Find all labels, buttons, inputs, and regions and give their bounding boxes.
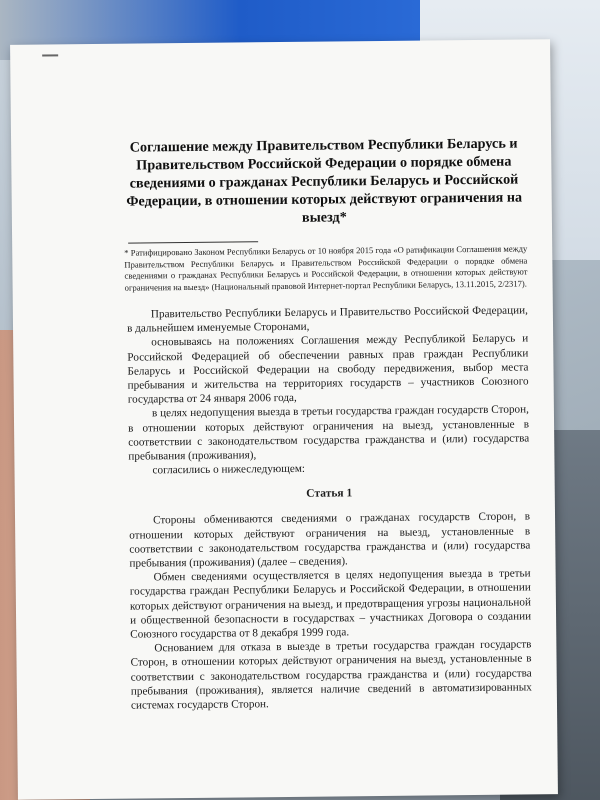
preamble-paragraph: Правительство Республики Беларусь и Правительство Российской Федерации, в дальнейшем именуемые Сторонами, bbox=[126, 304, 528, 335]
footnote-divider bbox=[128, 241, 258, 243]
article-heading: Статья 1 bbox=[306, 487, 353, 501]
article-paragraph: Основанием для отказа в выезде в третьи государства граждан государств Сторон, в отношении которых действуют ограничения на выезд, установленные в соответствии с законодательством государства гражданства и (или) государства пребывания (проживания), является наличие сведений в автоматизированных системах государств Сторон. bbox=[130, 638, 532, 712]
document-body bbox=[127, 303, 532, 712]
preamble-paragraph: основываясь на положениях Соглашения между Республикой Беларусь и Российской Федерацией об обеспечении равных прав граждан Республики Беларусь и Российской Федерации на свободу передвижения, выбор места пребывания и жительства на территориях государств – участников Союзного государства от 24 января 2006 года, bbox=[127, 332, 529, 406]
preamble-paragraph: в целях недопущения выезда в третьи государства граждан государств Сторон, в отношении которых действуют ограничения на выезд, установленные в соответствии с законодательством государства гражданства и (или) государства пребывания (проживания), bbox=[128, 403, 530, 463]
footnote: * Ратифицировано Законом Республики Беларусь от 10 ноября 2015 года «О ратификации Соглашения между Правительством Республики Беларусь и Правительством Российской Федерации о порядке обмена сведениями о гражданах Республики Беларусь и Российской Федерации, в отношении которых действуют ограничения на выезд» (Национальный правовой Интернет-портал Республики Беларусь, 13.11.2015, 2/2317). bbox=[124, 243, 528, 293]
document-content bbox=[81, 134, 532, 713]
preamble-paragraph: согласились о нижеследующем: bbox=[152, 463, 306, 477]
staple-mark bbox=[42, 54, 58, 56]
paper-sheet bbox=[10, 39, 558, 800]
article-paragraph: Обмен сведениями осуществляется в целях недопущения выезда в третьи государства граждан Республики Беларусь и Российской Федерации, в отношении которых действуют ограничения на выезд, и предотвращения угрозы национальной и общественной безопасности в государствах – участниках Договора о создании Союзного государства от 8 декабря 1999 года. bbox=[129, 567, 532, 641]
document-title: Соглашение между Правительством Республики Беларусь и Правительством Российской Федерации о порядке обмена сведениями о гражданах Республики Беларусь и Российской Федерации, в отношении которых действуют ограничения на выезд* bbox=[126, 135, 523, 226]
article-paragraph: Стороны обмениваются сведениями о гражданах государств Сторон, в отношении которых действуют ограничения на выезд, установленные в соответствии с законодательством государства гражданства и (или) государства пребывания (проживания) (далее – сведения). bbox=[129, 510, 531, 570]
